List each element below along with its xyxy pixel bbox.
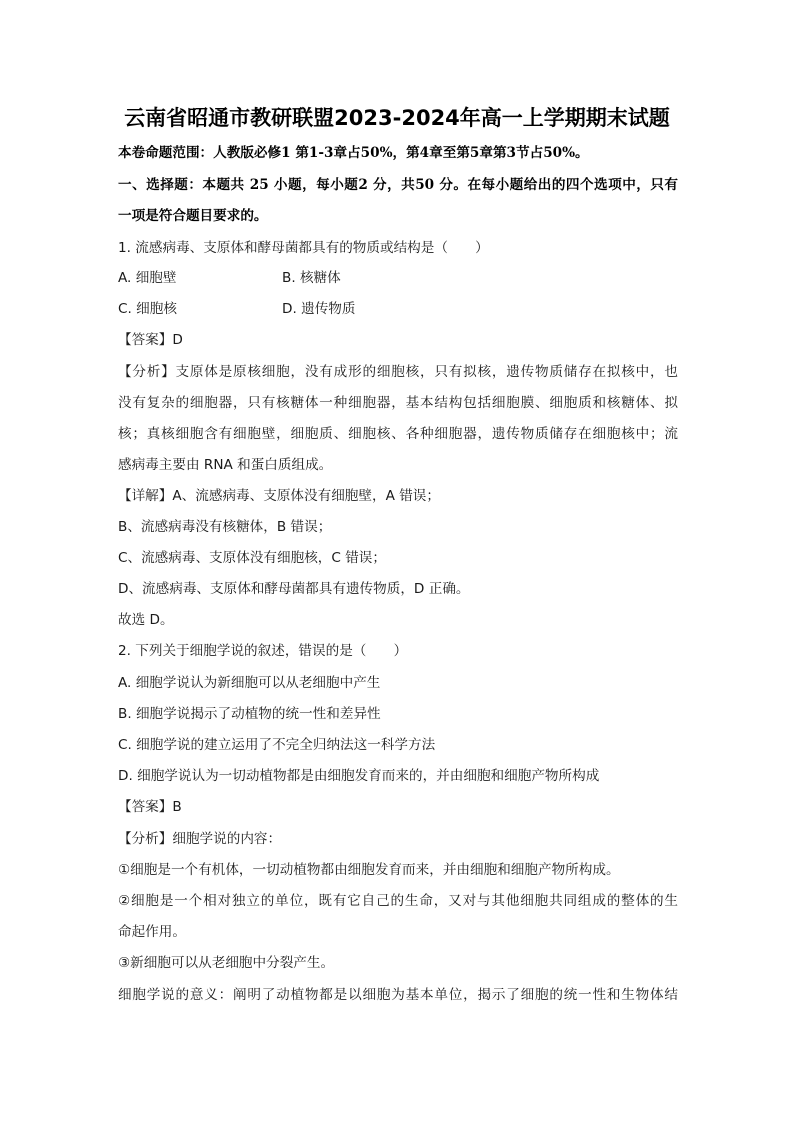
question-2-option-d: D. 细胞学说认为一切动植物都是由细胞发育而来的，并由细胞和细胞产物所构成 — [118, 768, 600, 784]
question-1-detail-line-4: D、流感病毒、支原体和酵母菌都具有遗传物质，D 正确。 — [118, 581, 470, 597]
question-1-option-c: C. 细胞核 — [118, 301, 177, 317]
question-1-detail-line-3: C、流感病毒、支原体没有细胞核，C 错误； — [118, 550, 386, 566]
scope-note: 本卷命题范围：人教版必修1 第1-3章占50%，第4章至第5章第3节占50%。 — [118, 145, 589, 161]
question-2-option-c: C. 细胞学说的建立运用了不完全归纳法这一科学方法 — [118, 737, 436, 753]
question-2-analysis-line-4: 命起作用。 — [118, 924, 186, 940]
question-2-stem: 2. 下列关于细胞学说的叙述，错误的是（ ） — [118, 643, 408, 659]
question-2-analysis-line-2: ①细胞是一个有机体，一切动植物都由细胞发育而来，并由细胞和细胞产物所构成。 — [118, 862, 620, 878]
question-1-conclusion: 故选 D。 — [118, 612, 174, 628]
question-1-option-b: B. 核糖体 — [282, 270, 341, 286]
question-1-detail-line-1: 【详解】A、流感病毒、支原体没有细胞壁，A 错误； — [118, 488, 440, 504]
question-1-analysis-line-3: 核；真核细胞含有细胞壁，细胞质、细胞核、各种细胞器，遗传物质储存在细胞核中；流 — [118, 426, 678, 442]
section-header-line-1: 一、选择题：本题共 25 小题，每小题2 分，共50 分。在每小题给出的四个选项中，只有 — [118, 177, 678, 193]
question-1-answer: 【答案】D — [118, 332, 183, 348]
question-2-answer: 【答案】B — [118, 799, 182, 815]
question-1-analysis-line-4: 感病毒主要由 RNA 和蛋白质组成。 — [118, 457, 333, 473]
question-1-analysis-line-1: 【分析】支原体是原核细胞，没有成形的细胞核，只有拟核，遗传物质储存在拟核中，也 — [118, 364, 678, 380]
question-1-stem: 1. 流感病毒、支原体和酵母菌都具有的物质或结构是（ ） — [118, 240, 489, 256]
section-header-line-2: 一项是符合题目要求的。 — [118, 208, 268, 224]
question-2-analysis-line-1: 【分析】细胞学说的内容： — [118, 831, 282, 847]
question-2-analysis-line-3: ②细胞是一个相对独立的单位，既有它自己的生命，又对与其他细胞共同组成的整体的生 — [118, 893, 678, 909]
question-1-option-d: D. 遗传物质 — [282, 301, 356, 317]
question-1-option-a: A. 细胞壁 — [118, 270, 177, 286]
question-2-option-b: B. 细胞学说揭示了动植物的统一性和差异性 — [118, 706, 381, 722]
question-2-analysis-line-6: 细胞学说的意义：阐明了动植物都是以细胞为基本单位，揭示了细胞的统一性和生物体结 — [118, 987, 678, 1003]
question-1-detail-line-2: B、流感病毒没有核糖体，B 错误； — [118, 519, 332, 535]
question-1-analysis-line-2: 没有复杂的细胞器，只有核糖体一种细胞器，基本结构包括细胞膜、细胞质和核糖体、拟 — [118, 395, 678, 411]
question-2-option-a: A. 细胞学说认为新细胞可以从老细胞中产生 — [118, 675, 381, 691]
document-title: 云南省昭通市教研联盟2023-2024年高一上学期期末试题 — [124, 106, 670, 130]
question-2-analysis-line-5: ③新细胞可以从老细胞中分裂产生。 — [118, 955, 335, 971]
